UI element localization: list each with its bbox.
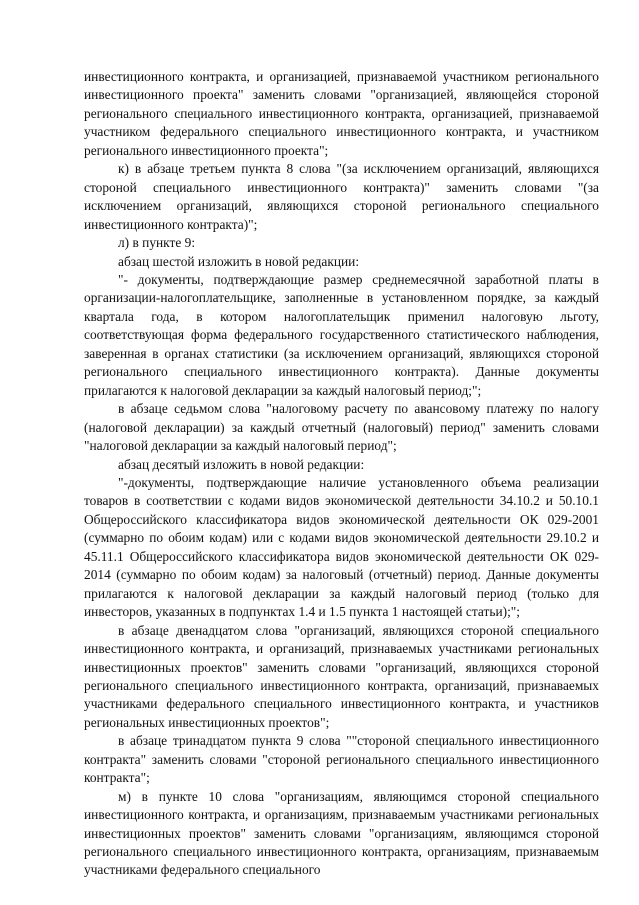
paragraph-3: л) в пункте 9: [118,235,196,251]
document-body [84,68,599,880]
paragraph-9: в абзаце двенадцатом слова "организаций, являющихся стороной специального инвестиционного контракта, и организаций, признаваемых участниками региональных инвестиционных проектов" заменить словами "организаций, являющихся стороной регионального специального инвестиционного контракта, организаций, признаваемых участниками федерального специального инвестиционного контракта, и участников региональных инвестиционных проектов"; [84,622,599,730]
paragraph-4: абзац шестой изложить в новой редакции: [118,253,360,269]
paragraph-2: к) в абзаце третьем пункта 8 слова "(за исключением организаций, являющихся стороной специального инвестиционного контракта)" заменить словами "(за исключением организаций, являющихся стороной регионального специального инвестиционного контракта)"; [84,161,599,232]
paragraph-5: "- документы, подтверждающие размер среднемесячной заработной платы в организации-налогоплательщике, заполненные в установленном порядке, за каждый квартала года, в котором налогоплательщик применил налоговую льготу, соответствующая форма федерального государственного статистического наблюдения, заверенная в органах статистики (за исключением организаций, являющихся стороной регионального специального инвестиционного контракта). Данные документы прилагаются к налоговой декларации за каждый налоговый период;"; [84,271,599,398]
paragraph-7: абзац десятый изложить в новой редакции: [118,456,365,472]
paragraph-10: в абзаце тринадцатом пункта 9 слова ""стороной специального инвестиционного контракта" заменить словами "стороной регионального специального инвестиционного контракта"; [84,733,599,786]
paragraph-6: в абзаце седьмом слова "налоговому расчету по авансовому платежу по налогу (налоговой декларации) за каждый отчетный (налоговый) период" заменить словами "налоговой декларации за каждый налоговый период"; [84,401,599,454]
paragraph-1: инвестиционного контракта, и организацией, признаваемой участником регионального инвестиционного проекта" заменить словами "организацией, являющейся стороной регионального специального инвестиционного контракта, организацией, признаваемой участником федерального специального инвестиционного контракта, и участником регионального инвестиционного проекта"; [84,69,599,158]
paragraph-8: "-документы, подтверждающие наличие установленного объема реализации товаров в соответствии с кодами видов экономической деятельности 34.10.2 и 50.10.1 Общероссийского классификатора видов экономической деятельности ОК 029-2001 (суммарно по обоим кодам) или с кодами видов экономической деятельности 29.10.2 и 45.11.1 Общероссийского классификатора видов экономической деятельности ОК 029-2014 (суммарно по обоим кодам) за налоговый (отчетный) период. Данные документы прилагаются к налоговой декларации за каждый налоговый период (только для инвесторов, указанных в подпунктах 1.4 и 1.5 пункта 1 настоящей статьи);"; [84,474,599,620]
paragraph-11: м) в пункте 10 слова "организациям, являющимся стороной специального инвестиционного контракта, и организациям, признаваемым участниками региональных инвестиционных проектов" заменить словами "организациям, являющимся стороной регионального специального инвестиционного контракта, организациям, признаваемым участниками федерального специального [84,788,599,878]
